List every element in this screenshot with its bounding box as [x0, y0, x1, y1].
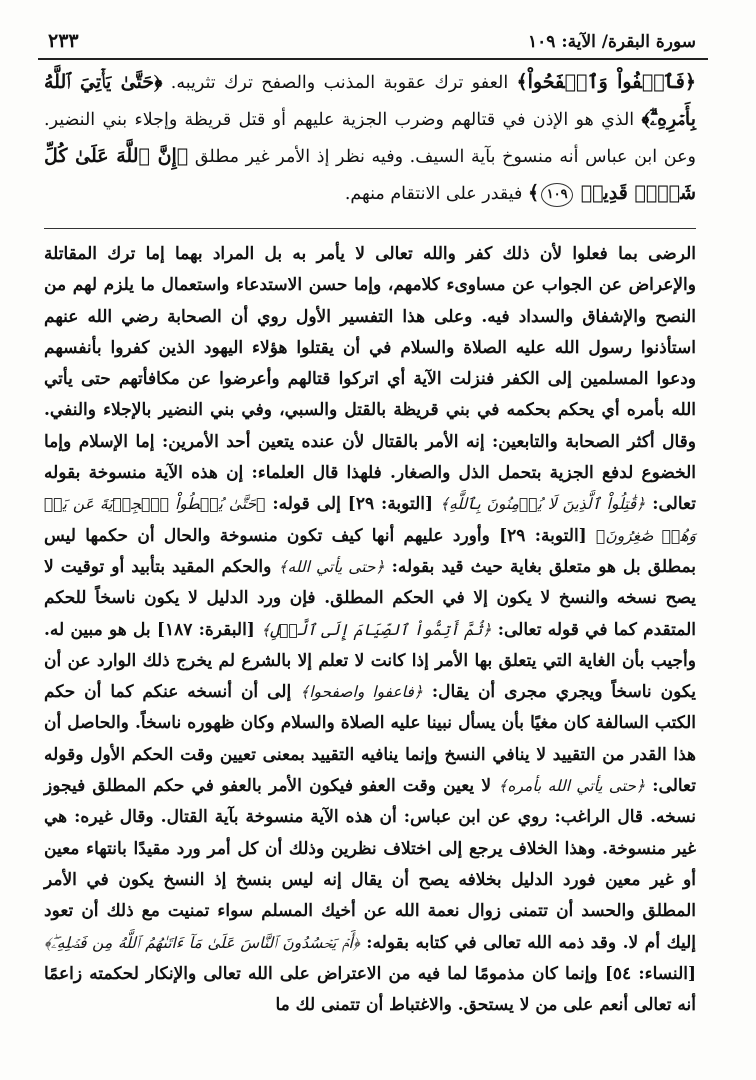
quran-quote: ﴿حَتَّىٰ يُعۡطُواْ ٱلۡجِزۡيَةَ عَن يَدٖ وَهُمۡ صَٰغِرُونَ﴾ — [44, 495, 696, 545]
tafsir-text: الذي هو الإذن في قتالهم وضرب الجزية عليهم أو قتل قريظة وإجلاء بني النضير. وعن ابن عباس أنه منسوخ بآية السيف. وفيه نظر إذ الأمر غير مطلق — [44, 110, 696, 167]
commentary-text: لا يعين وقت العفو فيكون الأمر بالعفو في حكم المطلق فيجوز نسخه. قال الراغب: روي عن ابن عباس: أن هذه الآية منسوخة بآية القتال. وقال غيره: هي غير منسوخة. وهذا الخلاف يرجع إلى اختلاف نظرين وذلك أن كل أمر ورد مقيدًا بانتهاء معين أو غير معين فورد الدليل بخلافه يصح أن يقال إنه ليس بنسخ إذ النسخ يكون في الأمر المطلق والحسد أن تتمنى زوال نعمة الله عن أخيك المسلم سواء تمنيت مع ذلك أن تعود إليك أم لا. وقد ذمه الله تعالى في كتابه بقوله: — [44, 776, 696, 953]
page-header — [38, 30, 708, 60]
commentary-text: [النساء: ٥٤] وإنما كان مذمومًا لما فيه من الاعتراض على الله تعالى والإنكار لحكمته زاعمًا أنه تعالى أنعم على من لا يستحق. والاغتباط أن تتمنى لك ما — [44, 963, 697, 1016]
tafsir-section — [38, 60, 708, 220]
quran-quote: ﴿حتى يأتي الله بأمره﴾ — [498, 777, 646, 796]
section-divider — [44, 228, 696, 229]
ayah-number-marker: ١٠٩ — [541, 183, 573, 207]
quran-quote: ﴿حَتَّىٰ يَأۡتِيَ ٱللَّهُ بِأَمۡرِهِۦٓۗ﴾ — [44, 71, 696, 130]
quran-quote: ﴿فاعفوا واصفحوا﴾ — [300, 683, 423, 702]
tafsir-text: فيقدر على الانتقام منهم. — [344, 184, 528, 204]
commentary-text: والحكم المقيد بتأبيد أو توقيت لا يصح نسخه والنسخ لا يكون إلا في الحكم المطلق. فإن ورد الدليل لا يكون ناسخاً للحكم المتقدم كما في قوله تعالى: — [44, 556, 696, 640]
tafsir-text: العفو ترك عقوبة المذنب والصفح ترك تثريبه. — [162, 73, 517, 93]
commentary-text: إلى أن أنسخه عنكم كما أن حكم الكتب السالفة كان مغيًا بأن يسأل نبينا عليه الصلاة والسلام وكان ظهوره ناسخاً. والحاصل أن هذا القدر من التقييد لا ينافي النسخ وإنما ينافيه التقييد بمعنى تعيين وقت الحكم الأول وقوله تعالى: — [44, 682, 696, 797]
commentary-text: الرضى بما فعلوا لأن ذلك كفر والله تعالى لا يأمر به بل المراد بهما إما ترك المقاتلة والإعراض عن الجواب عن مساوىء كلامهم، وإما حسن الاستدعاء واستعمال ما يلزم لهم من النصح والإشفاق والسداد فيه. وعلى هذا التفسير الأول روي أن الصحابة رضي الله عنهم استأذنوا رسول الله عليه الصلاة والسلام في أن يقتلوا هؤلاء اليهود الذين كفروا بأنفسهم ودعوا المسلمين إلى الكفر فنزلت الآية أي اتركوا قتالهم وأعرضوا عن مكافأتهم حتى يأتي الله بأمره أي يحكم بحكمه في بني قريظة بالقتل والسبي، وفي بني النضير بالإجلاء والنفي. وقال أكثر الصحابة والتابعين: إنه الأمر بالقتال لأن عنده يتعين أحد الأمرين: إما الإسلام وإما الخضوع لدفع الجزية بتحمل الذل والصغار. فلهذا قال العلماء: إن هذه الآية منسوخة بقوله تعالى: — [44, 244, 696, 515]
tafsir-paragraph — [44, 64, 696, 212]
quran-quote: ﴿إِنَّ ٱللَّهَ عَلَىٰ كُلِّ شَيۡءٖ قَدِيرٞ — [44, 145, 696, 204]
quran-quote: ﴿ثُمَّ أَتِمُّواْ ٱلصِّيَامَ إِلَى ٱلَّيۡلِ﴾ — [261, 620, 492, 639]
surah-title: سورة البقرة/ الآية: ١٠٩ — [528, 32, 696, 52]
quran-quote: ﴿قَٰتِلُواْ ٱلَّذِينَ لَا يُؤۡمِنُونَ بِٱللَّهِ﴾ — [439, 495, 646, 514]
page-number: ٢٣٣ — [48, 30, 79, 52]
quran-quote: ﴿فَٱعۡفُواْ وَٱصۡفَحُواْ﴾ — [516, 71, 697, 93]
commentary-text: [التوبة: ٢٩] إلى قوله: — [265, 494, 440, 515]
commentary-text: [البقرة: ١٨٧] بل هو مبين له. وأجيب بأن الغاية التي يتعلق بها الأمر إذا كانت لا تعلم إلا بالشرع لم يخرج ذلك الوارد عن أن يكون ناسخاً ويجري مجرى أن يقال: — [44, 619, 696, 703]
commentary-paragraph — [44, 239, 696, 1021]
quran-quote: ﴿حتى يأتي الله﴾ — [278, 557, 385, 576]
quran-quote-close: ﴾ — [527, 182, 540, 204]
commentary-section — [38, 239, 708, 1021]
commentary-text: [التوبة: ٢٩] وأورد عليهم أنها كيف تكون منسوخة والحال أن حكمها ليس بمطلق بل هو متعلق بغاية حيث قيد بقوله: — [44, 525, 697, 577]
quran-quote: ﴿أَمۡ يَحۡسُدُونَ ٱلنَّاسَ عَلَىٰ مَآ ءَاتَىٰهُمُ ٱللَّهُ مِن فَضۡلِهِۦۖ﴾ — [44, 933, 360, 952]
